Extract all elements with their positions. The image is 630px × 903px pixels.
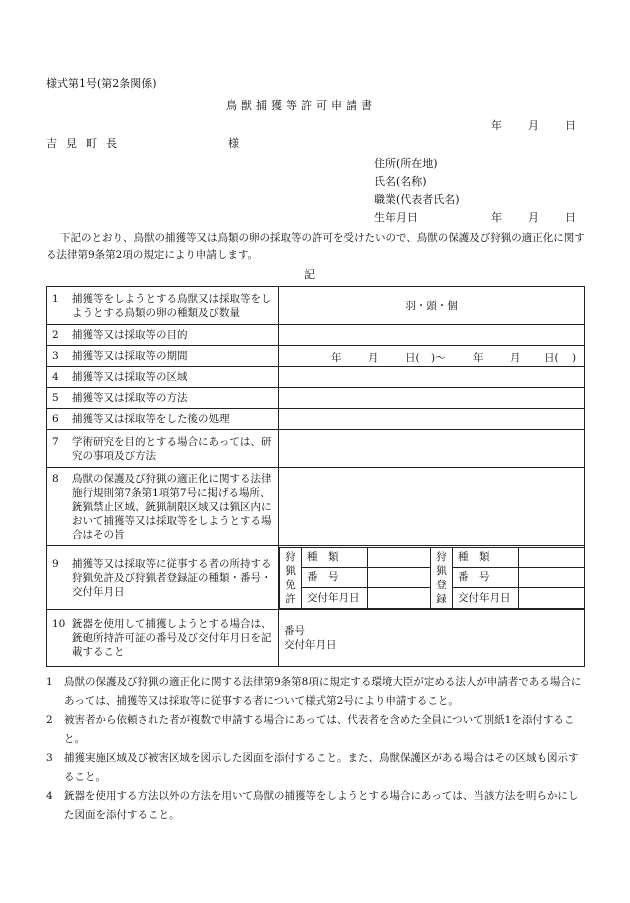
- form-row-4: [47, 367, 585, 388]
- application-form-table: [46, 286, 585, 667]
- item-number: 6: [52, 413, 59, 425]
- license-number-label: 番 号: [302, 567, 368, 587]
- license-subtable: [279, 547, 585, 609]
- registration-issue-date-label: 交付年月日: [453, 588, 519, 608]
- form-number: 様式第1号(第2条関係): [46, 77, 157, 90]
- item-number: 8: [52, 472, 59, 485]
- item-label-research: 学術研究を目的とする場合にあっては、研究の事項及び方法: [72, 435, 272, 462]
- registration-number-label: 番 号: [453, 567, 519, 587]
- registration-type-field[interactable]: [519, 547, 585, 567]
- license-issue-date-field[interactable]: [368, 588, 431, 608]
- registration-number-field[interactable]: [519, 567, 585, 587]
- note-text: 鳥獣の保護及び狩猟の適正化に関する法律第9条第8項に規定する環境大臣が定める法人が申請者である場合にあっては、捕獲等又は採取等に従事する者について様式第2号により申請すること。: [64, 676, 582, 707]
- addressee: 吉見町長: [46, 137, 126, 150]
- item-label-purpose: 捕獲等又は採取等の目的: [72, 329, 188, 341]
- license-type-label: 種 類: [302, 547, 368, 567]
- item-label-firearm: 銃器を使用して捕獲しようとする場合は、銃砲所持許可証の番号及び交付年月日を記載すること: [72, 618, 272, 658]
- firearm-field[interactable]: [279, 610, 585, 667]
- period-end-year: 年: [473, 352, 484, 364]
- date-day-label: 日: [565, 119, 576, 132]
- quantity-units: 羽・頭・個: [405, 299, 458, 312]
- intro-text: 下記のとおり、鳥獣の捕獲等又は鳥類の卵の採取等の許可を受けたいので、鳥獣の保護及び狩猟の適正化に関する法律第9条第2項の規定により申請します。: [46, 232, 585, 261]
- item-label-restricted-area: 鳥獣の保護及び狩猟の適正化に関する法律施行規則第7条第1項第7号に掲げる場所、銃猟禁止区域、銃猟制限区域又は猟区内において捕獲等又は採取等をしようとする場合はその旨: [72, 472, 272, 541]
- registration-label: 狩猟登録: [431, 547, 453, 608]
- note-text: 被害者から依頼された者が複数で申請する場合にあっては、代表者を含めた全員について別紙1を添付すること。: [64, 714, 575, 745]
- notes-section: [46, 673, 586, 825]
- form-title: 鳥獣捕獲等許可申請書: [226, 99, 376, 112]
- period-close-paren: ): [572, 352, 577, 364]
- form-row-8: [47, 468, 585, 546]
- hunting-license-label: 狩猟免許: [280, 547, 302, 608]
- date-month-label: 月: [528, 119, 539, 132]
- firearm-number-label: 番号: [284, 625, 305, 637]
- note-item: 1 鳥獣の保護及び狩猟の適正化に関する法律第9条第8項に規定する環境大臣が定める法人が申請者である場合にあっては、捕獲等又は採取等に従事する者について様式第2号により申請すること。: [46, 673, 586, 711]
- item-number: 1: [52, 292, 59, 305]
- form-row-10: [47, 610, 585, 667]
- item-number: 7: [52, 435, 59, 448]
- note-item: 4 銃器を使用する方法以外の方法を用いて鳥獣の捕獲等をしようとする場合にあっては、当該方法を明らかにした図面を添付すること。: [46, 787, 586, 825]
- form-row-3: [47, 346, 585, 367]
- item-label-method: 捕獲等又は採取等の方法: [72, 392, 188, 404]
- period-field[interactable]: [279, 346, 585, 367]
- item-label-period: 捕獲等又は採取等の期間: [72, 350, 188, 362]
- item-label-species: 捕獲等をしようとする鳥獣又は採取等をしようとする鳥類の卵の種類及び数量: [72, 292, 272, 319]
- method-field[interactable]: [279, 388, 585, 409]
- note-item: 2 被害者から依頼された者が複数で申請する場合にあっては、代表者を含めた全員について別紙1を添付すること。: [46, 711, 586, 749]
- form-row-5: [47, 388, 585, 409]
- license-number-field[interactable]: [368, 567, 431, 587]
- form-row-2: [47, 325, 585, 346]
- date-year-label: 年: [491, 119, 502, 132]
- period-end-day: 日(: [544, 352, 559, 364]
- area-field[interactable]: [279, 367, 585, 388]
- license-cell: [279, 546, 585, 610]
- period-start-day: 日(: [405, 352, 420, 364]
- period-start-month: 月: [368, 352, 379, 364]
- item-number: 9: [52, 557, 59, 570]
- item-number: 4: [52, 371, 59, 383]
- period-start-year: 年: [331, 352, 342, 364]
- name-label: 氏名(名称): [374, 175, 427, 188]
- item-number: 10: [52, 618, 66, 630]
- note-item: 3 捕獲実施区域及び被害区域を図示した図面を添付すること。また、鳥獣保護区がある場合はその区域も図示すること。: [46, 749, 586, 787]
- item-label-license: 捕獲等又は採取等に従事する者の所持する狩猟免許及び狩猟者登録証の種類・番号・交付年月日: [72, 557, 272, 598]
- form-row-6: [47, 409, 585, 430]
- address-label: 住所(所在地): [374, 157, 438, 170]
- honorific: 様: [228, 137, 239, 150]
- quantity-field[interactable]: [279, 287, 585, 325]
- item-label-disposal: 捕獲等又は採取等をした後の処理: [72, 413, 230, 425]
- purpose-field[interactable]: [279, 325, 585, 346]
- item-number: 5: [52, 392, 59, 404]
- birth-month-label: 月: [528, 211, 539, 224]
- license-issue-date-label: 交付年月日: [302, 588, 368, 608]
- license-type-field[interactable]: [368, 547, 431, 567]
- disposal-field[interactable]: [279, 409, 585, 430]
- form-row-7: [47, 430, 585, 468]
- registration-issue-date-field[interactable]: [519, 588, 585, 608]
- registration-type-label: 種 類: [453, 547, 519, 567]
- birth-day-label: 日: [565, 211, 576, 224]
- birth-year-label: 年: [491, 211, 502, 224]
- note-text: 銃器を使用する方法以外の方法を用いて鳥獣の捕獲等をしようとする場合にあっては、当該方法を明らかにした図面を添付すること。: [64, 790, 579, 821]
- occupation-label: 職業(代表者氏名): [374, 193, 460, 206]
- firearm-issue-date-label: 交付年月日: [284, 639, 337, 651]
- birthdate-label: 生年月日: [374, 211, 418, 224]
- restricted-area-field[interactable]: [279, 468, 585, 546]
- ki-label: 記: [304, 268, 315, 281]
- period-end-month: 月: [510, 352, 521, 364]
- form-row-9: [47, 546, 585, 610]
- research-field[interactable]: [279, 430, 585, 468]
- item-label-area: 捕獲等又は採取等の区域: [72, 371, 188, 383]
- note-text: 捕獲実施区域及び被害区域を図示した図面を添付すること。また、鳥獣保護区がある場合はその区域も図示すること。: [64, 752, 579, 783]
- period-tilde: )〜: [431, 352, 446, 364]
- item-number: 3: [52, 350, 59, 362]
- form-row-1: [47, 287, 585, 325]
- item-number: 2: [52, 329, 59, 341]
